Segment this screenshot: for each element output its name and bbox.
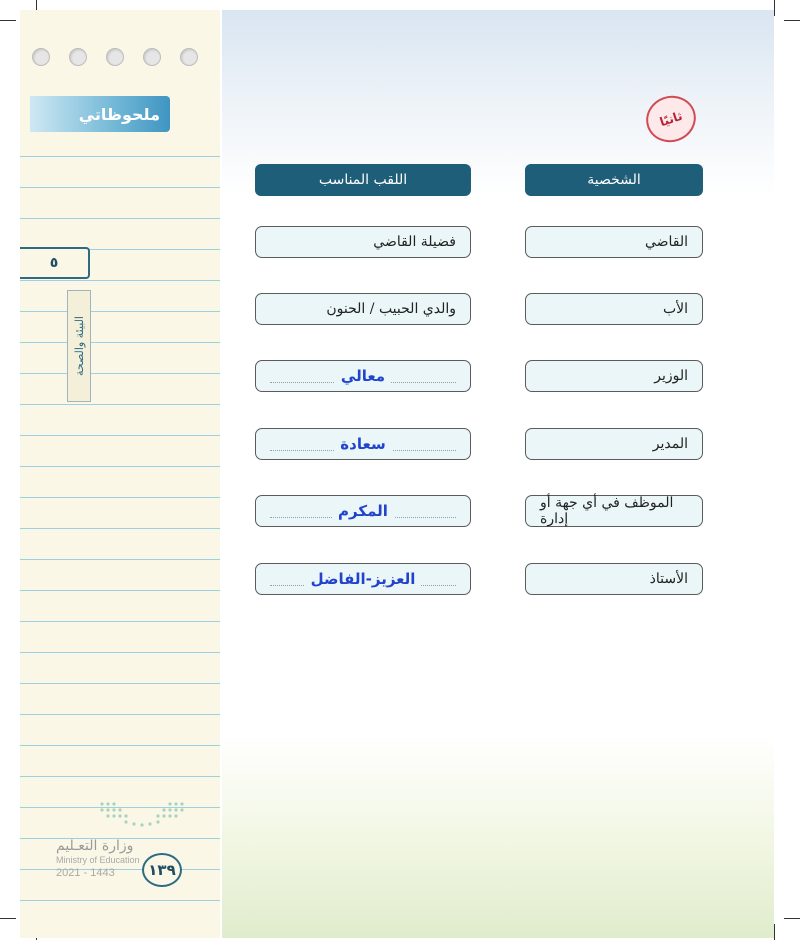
title-label: فضيلة القاضي <box>373 234 456 250</box>
ruled-line <box>20 559 220 560</box>
unit-title-tab <box>67 290 91 402</box>
page-number <box>142 853 182 887</box>
person-label: الموظف في أي جهة أو إدارة <box>540 495 674 527</box>
title-label: والدي الحبيب / الحنون <box>326 301 456 317</box>
ruled-line <box>20 187 220 188</box>
ruled-line <box>20 590 220 591</box>
ruled-line <box>20 745 220 746</box>
page-number-label: ١٣٩ <box>148 861 176 879</box>
person-label: القاضي <box>644 234 688 250</box>
unit-number: ٥ <box>49 255 59 271</box>
binder-ring-icon <box>69 48 87 66</box>
column-header-person <box>525 164 703 196</box>
notes-tab-label: ملحوظاتي <box>78 104 160 124</box>
column-header-title-label: اللقب المناسب <box>318 172 408 188</box>
ruled-line <box>20 342 220 343</box>
ruled-line <box>20 683 220 684</box>
binder-ring-icon <box>106 48 124 66</box>
ruled-line <box>20 311 220 312</box>
person-cell <box>525 226 703 258</box>
ruled-line <box>20 528 220 529</box>
ruled-line <box>20 156 220 157</box>
crop-mark <box>0 918 16 919</box>
answer-field[interactable] <box>255 495 471 527</box>
ruled-line <box>20 466 220 467</box>
binder-ring-icon <box>143 48 161 66</box>
ruled-line <box>20 218 220 219</box>
person-cell <box>525 495 703 527</box>
worksheet-area <box>222 10 774 938</box>
ruled-line <box>20 435 220 436</box>
person-label: الأستاذ <box>649 571 688 587</box>
person-label: الوزير <box>654 368 688 384</box>
notes-tab <box>30 96 170 132</box>
person-label: المدير <box>652 436 688 452</box>
column-header-person-label: الشخصية <box>587 172 641 188</box>
crop-mark <box>784 918 800 919</box>
person-cell <box>525 428 703 460</box>
title-cell <box>255 293 471 325</box>
ministry-name-arabic: وزارة التعـليم <box>56 838 134 854</box>
ruled-line <box>20 652 220 653</box>
person-cell <box>525 360 703 392</box>
ruled-line <box>20 497 220 498</box>
ruled-line <box>20 404 220 405</box>
binder-ring-icon <box>180 48 198 66</box>
binder-ring-icon <box>32 48 50 66</box>
crop-mark <box>774 924 775 940</box>
crop-mark <box>784 20 800 21</box>
crop-mark <box>774 0 775 16</box>
ruled-line <box>20 621 220 622</box>
answer-field[interactable] <box>255 428 471 460</box>
answer-field[interactable] <box>255 563 471 595</box>
ministry-name-english: Ministry of Education <box>56 855 140 865</box>
handwritten-answer: المكرم <box>332 502 394 520</box>
ruled-line <box>20 714 220 715</box>
edition-year: 2021 - 1443 <box>56 867 115 879</box>
ruled-line <box>20 900 220 901</box>
notes-sidebar <box>20 10 220 938</box>
ruled-line <box>20 280 220 281</box>
ministry-logo-icon <box>96 800 188 830</box>
person-cell <box>525 563 703 595</box>
unit-title: البيئة والصحة <box>72 315 86 377</box>
handwritten-answer: معالي <box>335 367 391 385</box>
person-label: الأب <box>662 301 688 317</box>
handwritten-answer: العزيز-الفاضل <box>305 570 422 588</box>
ruled-line <box>20 776 220 777</box>
crop-mark <box>0 20 16 21</box>
column-header-title <box>255 164 471 196</box>
ruled-line <box>20 869 220 870</box>
handwritten-answer: سعادة <box>334 435 391 453</box>
answer-field[interactable] <box>255 360 471 392</box>
ruled-line <box>20 373 220 374</box>
section-stamp-label: ثانيًا <box>657 108 685 130</box>
title-cell <box>255 226 471 258</box>
unit-number-box <box>20 247 90 279</box>
person-cell <box>525 293 703 325</box>
